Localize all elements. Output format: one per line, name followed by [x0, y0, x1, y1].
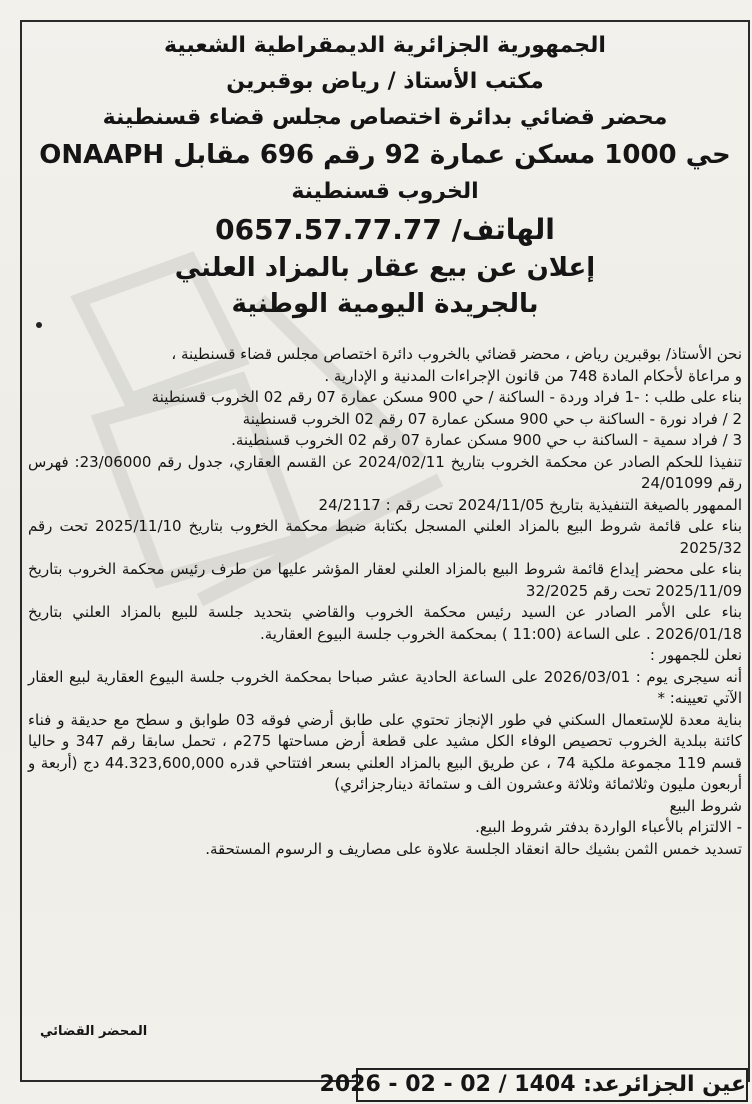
body-paragraph: و مراعاة لأحكام المادة 748 من قانون الإجراءات المدنية و الإدارية . [324, 366, 742, 385]
office-address: حي 1000 مسكن عمارة 92 رقم 696 مقابل ONAAPH [39, 140, 731, 170]
notice-title: إعلان عن بيع عقار بالمزاد العلني [174, 253, 596, 283]
bailiff-jurisdiction: محضر قضائي بدائرة اختصاص مجلس قضاء قسنطينة [102, 105, 668, 130]
body-paragraph: - الالتزام بالأعباء الواردة بدفتر شروط البيع. [475, 818, 742, 836]
body-paragraph: نحن الأستاذ/ بوقبرين رياض ، محضر قضائي بالخروب دائرة اختصاص مجلس قضاء قسنطينة ، [171, 345, 742, 363]
body-paragraph: بناء على محضر إيداع قائمة شروط البيع بالمزاد العلني لعقار المؤشر عليها من طرف رئيس محكمة الخروب بتاريخ 2025/11/09 تحت رقم 32/2025 [28, 560, 742, 600]
body-paragraph: الممهور بالصيغة التنفيذية بتاريخ 2024/11/05 تحت رقم : 24/2117 [318, 495, 742, 514]
office-city: الخروب قسنطينة [291, 179, 479, 204]
body-paragraph: بناية معدة للإستعمال السكني في طور الإنجاز تحتوي على طابق أرضي فوقه 03 طوابق و سطح مع حديقة و فناء كائنة ببلدية الخروب تحصيص الوفاء الكل مشيد على قطعة أرض مساحتها 275م ، تحمل سابقا رقم 347 و حاليا قسم 119 مجموعة ملكية 74 ، عن طريق البيع بالمزاد العلني بسعر افتتاحي قدره 44.323,600,000 دج (أربعة و أربعون مليون وثلاثمائة وثلاثة وعشرون الف و ستمائة دينارجزائري) [28, 710, 743, 793]
republic-title: الجمهورية الجزائرية الديمقراطية الشعبية [164, 33, 606, 58]
body-paragraph: 2 / فراد نورة - الساكنة ب حي 900 مسكن عمارة 07 رقم 02 الخروب قسنطينة [242, 409, 742, 428]
body-paragraph: شروط البيع [669, 796, 742, 815]
body-paragraph: نعلن للجمهور : [649, 646, 742, 664]
office-phone: الهاتف/ 0657.57.77.77 [215, 213, 555, 246]
notice-body [28, 344, 742, 860]
body-paragraph: تسديد خمس الثمن بشيك حالة انعقاد الجلسة علاوة على مصاريف و الرسوم المستحقة. [205, 839, 742, 858]
body-paragraph: بناء على الأمر الصادر عن السيد رئيس محكمة الخروب والقاضي بتحديد جلسة للبيع بالمزاد العلني بتاريخ 2026/01/18 . على الساعة (11:00 ) بمحكمة الخروب جلسة البيوع العقارية. [28, 603, 742, 643]
body-paragraph: أنه سيجرى يوم : 2026/03/01 على الساعة الحادية عشر صباحا بمحكمة الخروب جلسة البيوع العقارية لبيع العقار الآتي تعيينه: * [28, 667, 743, 707]
body-paragraph: تنفيذا للحكم الصادر عن محكمة الخروب بتاريخ 2024/02/11 عن القسم العقاري، جدول رقم 23/06000: فهرس رقم 24/01099 [28, 452, 742, 492]
notice-header [26, 28, 744, 322]
ink-speck [36, 322, 42, 328]
notice-subtitle: بالجريدة اليومية الوطنية [231, 289, 539, 319]
signature: المحضر القضائي [40, 1024, 148, 1039]
publication-reference: عين الجزائرعد: 1404 / 02 - 02 - 2026 [356, 1068, 748, 1102]
body-paragraph: بناء على طلب : -1 فراد وردة - الساكنة / حي 900 مسكن عمارة 07 رقم 02 الخروب قسنطينة [151, 388, 742, 406]
body-paragraph: بناء على قائمة شروط البيع بالمزاد العلني المسجل بكتابة ضبط محكمة الخروب بتاريخ 2025/11/10 تحت رقم 2025/32 [28, 517, 742, 557]
body-paragraph: 3 / فراد سمية - الساكنة ب حي 900 مسكن عمارة 07 رقم 02 الخروب قسنطينة. [231, 431, 742, 449]
office-name: مكتب الأستاذ / رياض بوقبرين [226, 69, 544, 94]
